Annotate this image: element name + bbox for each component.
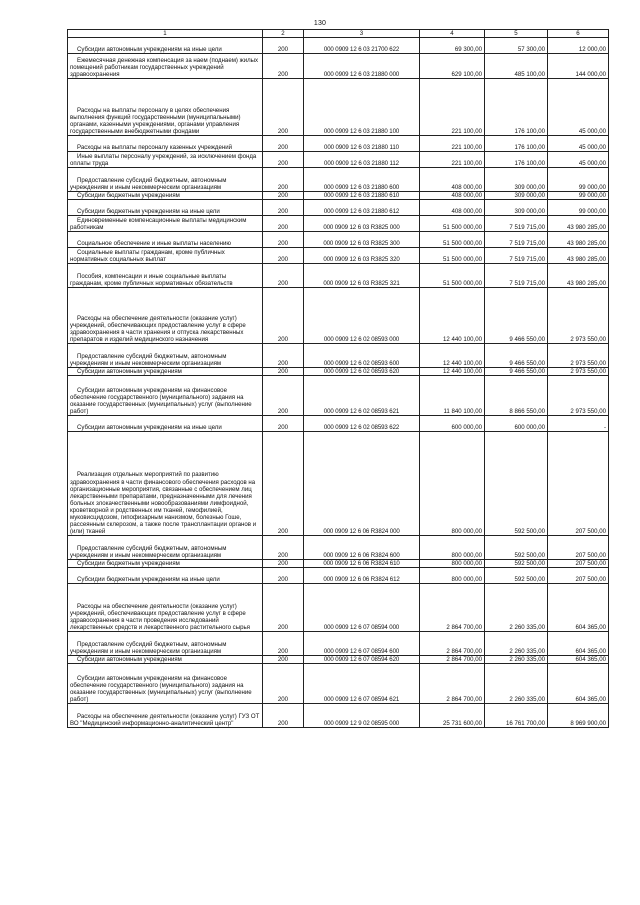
approved-amount: 408 000,00 [420,200,485,216]
executed-amount: 2 260 335,00 [485,664,548,704]
approved-amount: 12 440 100,00 [420,344,485,368]
row-label-text: Ежемесячная денежная компенсация за наем (поднаем) жилых помещений работникам государственных учреждений здравоохранения [70,56,259,78]
row-label [68,192,263,200]
table-row [68,200,609,216]
admin-code: 200 [263,704,304,728]
approved-amount: 800 000,00 [420,560,485,568]
admin-code: 200 [263,664,304,704]
row-label-text: Субсидии автономным учреждениям на финансовое обеспечение государственного (муниципального) задания на оказание государственных (муниципальных) услуг (выполнение работ) [70,675,252,704]
approved-amount: 2 864 700,00 [420,664,485,704]
row-label-text: Субсидии автономным учреждениям [77,656,182,664]
admin-code: 200 [263,152,304,168]
budget-classification-code: 000 0909 12 6 03 21880 000 [304,54,420,79]
table-row [68,704,609,728]
table-row [68,288,609,344]
table-body [68,38,609,728]
row-label [68,584,263,632]
budget-classification-code: 000 0909 12 6 07 08594 000 [304,584,420,632]
remaining-amount: - [548,416,609,432]
table-row [68,264,609,288]
table-row [68,416,609,432]
table-row [68,344,609,368]
executed-amount: 309 000,00 [485,168,548,192]
table-row [68,248,609,264]
table-row [68,152,609,168]
row-label-text: Расходы на обеспечение деятельности (оказание услуг) ГУЗ ОТ ВО "Медицинский информационно-аналитический центр" [70,713,260,728]
table-row [68,368,609,376]
row-label [68,432,263,536]
admin-code: 200 [263,568,304,584]
row-label [68,152,263,168]
row-label-text: Субсидии бюджетным учреждениям [77,560,180,568]
remaining-amount: 604 365,00 [548,656,609,664]
row-label-text: Социальные выплаты гражданам, кроме публичных нормативных социальных выплат [70,249,225,264]
budget-classification-code: 000 0909 12 6 07 08594 600 [304,632,420,656]
admin-code: 200 [263,376,304,416]
remaining-amount: 43 980 285,00 [548,264,609,288]
budget-classification-code: 000 0909 12 6 03 21880 610 [304,192,420,200]
row-label [68,288,263,344]
executed-amount: 2 260 335,00 [485,632,548,656]
admin-code: 200 [263,584,304,632]
approved-amount: 800 000,00 [420,536,485,560]
table-row [68,560,609,568]
row-label-text: Расходы на обеспечение деятельности (оказание услуг) учреждений, обеспечивающих предоставление услуг в сфере здравоохранения в части проведения исследований лекарственных средств и лекарственного растительного сырья [70,603,250,632]
budget-classification-code: 000 0909 12 6 07 08594 621 [304,664,420,704]
row-label-text: Субсидии автономным учреждениям на иные цели [77,424,222,432]
remaining-amount: 207 500,00 [548,432,609,536]
column-header: 6 [548,30,609,38]
budget-classification-code: 000 0909 12 6 03 21700 622 [304,38,420,54]
approved-amount: 51 500 000,00 [420,232,485,248]
approved-amount: 25 731 600,00 [420,704,485,728]
executed-amount: 2 260 335,00 [485,584,548,632]
executed-amount: 7 519 715,00 [485,232,548,248]
column-header: 3 [304,30,420,38]
budget-classification-code: 000 0909 12 6 03 21880 112 [304,152,420,168]
budget-classification-code: 000 0909 12 6 03 R3825 321 [304,264,420,288]
admin-code: 200 [263,248,304,264]
budget-classification-code: 000 0909 12 6 03 21880 612 [304,200,420,216]
budget-classification-code: 000 0909 12 6 02 08593 620 [304,368,420,376]
approved-amount: 69 300,00 [420,38,485,54]
admin-code: 200 [263,216,304,232]
budget-classification-code: 000 0909 12 6 02 08593 622 [304,416,420,432]
admin-code: 200 [263,136,304,152]
row-label [68,664,263,704]
admin-code: 200 [263,368,304,376]
approved-amount: 629 100,00 [420,54,485,79]
row-label-text: Субсидии бюджетным учреждениям на иные цели [77,208,220,216]
remaining-amount: 43 980 285,00 [548,232,609,248]
remaining-amount: 8 969 900,00 [548,704,609,728]
table-row [68,232,609,248]
executed-amount: 9 466 550,00 [485,288,548,344]
admin-code: 200 [263,264,304,288]
row-label [68,232,263,248]
table-header-row [68,30,609,38]
table-row [68,632,609,656]
budget-classification-code: 000 0909 12 6 03 21880 110 [304,136,420,152]
row-label [68,264,263,288]
executed-amount: 2 260 335,00 [485,656,548,664]
executed-amount: 7 519 715,00 [485,216,548,232]
admin-code: 200 [263,632,304,656]
table-row [68,54,609,79]
budget-classification-code: 000 0909 12 6 02 08593 600 [304,344,420,368]
table-row [68,536,609,560]
executed-amount: 592 500,00 [485,560,548,568]
column-header: 4 [420,30,485,38]
approved-amount: 51 500 000,00 [420,264,485,288]
remaining-amount: 2 973 550,00 [548,368,609,376]
table-row [68,432,609,536]
executed-amount: 592 500,00 [485,432,548,536]
table-row [68,168,609,192]
executed-amount: 176 100,00 [485,79,548,136]
table-row [68,216,609,232]
row-label-text: Расходы на выплаты персоналу в целях обеспечения выполнения функций государственными (муниципальными) органами, казенными учреждениями, органами управления государственными внебюджетными фондами [70,106,241,135]
column-header: 2 [263,30,304,38]
executed-amount: 8 866 550,00 [485,376,548,416]
executed-amount: 592 500,00 [485,568,548,584]
budget-classification-code: 000 0909 12 6 06 R3824 000 [304,432,420,536]
executed-amount: 592 500,00 [485,536,548,560]
remaining-amount: 12 000,00 [548,38,609,54]
remaining-amount: 99 000,00 [548,168,609,192]
row-label-text: Субсидии бюджетным учреждениям на иные цели [77,576,220,584]
row-label-text: Субсидии бюджетным учреждениям [77,192,180,200]
remaining-amount: 43 980 285,00 [548,216,609,232]
remaining-amount: 207 500,00 [548,536,609,560]
row-label-text: Предоставление субсидий бюджетным, автономным учреждениям и иным некоммерческим организациям [70,545,227,560]
row-label [68,536,263,560]
row-label-text: Субсидии автономным учреждениям на финансовое обеспечение государственного (муниципального) задания на оказание государственных (муниципальных) услуг (выполнение работ) [70,386,252,416]
admin-code: 200 [263,54,304,79]
row-label [68,376,263,416]
approved-amount: 11 840 100,00 [420,376,485,416]
row-label [68,632,263,656]
table-row [68,656,609,664]
row-label [68,368,263,376]
approved-amount: 221 100,00 [420,136,485,152]
approved-amount: 221 100,00 [420,79,485,136]
table-row [68,79,609,136]
table-row [68,568,609,584]
row-label [68,344,263,368]
admin-code: 200 [263,200,304,216]
row-label-text: Расходы на выплаты персоналу казенных учреждений [77,144,233,151]
approved-amount: 2 864 700,00 [420,656,485,664]
admin-code: 200 [263,168,304,192]
budget-classification-code: 000 0909 12 6 02 08593 621 [304,376,420,416]
approved-amount: 12 440 100,00 [420,368,485,376]
executed-amount: 9 466 550,00 [485,344,548,368]
budget-classification-code: 000 0909 12 6 03 21880 600 [304,168,420,192]
admin-code: 200 [263,432,304,536]
approved-amount: 51 500 000,00 [420,216,485,232]
executed-amount: 16 761 700,00 [485,704,548,728]
row-label-text: Расходы на обеспечение деятельности (оказание услуг) учреждений, обеспечивающих предоставление услуг в сфере здравоохранения в части хранения и отпуска лекарственных препаратов и изделий медицинского назначения [70,314,246,344]
row-label [68,560,263,568]
admin-code: 200 [263,79,304,136]
budget-classification-code: 000 0909 12 6 06 R3824 612 [304,568,420,584]
approved-amount: 221 100,00 [420,152,485,168]
remaining-amount: 45 000,00 [548,136,609,152]
remaining-amount: 2 973 550,00 [548,288,609,344]
approved-amount: 51 500 000,00 [420,248,485,264]
table-row [68,192,609,200]
executed-amount: 57 300,00 [485,38,548,54]
approved-amount: 2 864 700,00 [420,584,485,632]
column-header: 1 [68,30,263,38]
table-row [68,664,609,704]
row-label-text: Иные выплаты персоналу учреждений, за исключением фонда оплаты труда [70,152,257,167]
approved-amount: 12 440 100,00 [420,288,485,344]
row-label [68,136,263,152]
budget-classification-code: 000 0909 12 6 03 R3825 300 [304,232,420,248]
approved-amount: 800 000,00 [420,568,485,584]
executed-amount: 9 466 550,00 [485,368,548,376]
row-label-text: Социальное обеспечение и иные выплаты населению [77,240,231,248]
budget-classification-code: 000 0909 12 6 03 R3825 320 [304,248,420,264]
budget-classification-code: 000 0909 12 6 06 R3824 600 [304,536,420,560]
table-row [68,376,609,416]
row-label-text: Предоставление субсидий бюджетным, автономным учреждениям и иным некоммерческим организациям [70,176,227,191]
budget-table [67,29,609,728]
budget-classification-code: 000 0909 12 6 02 08593 000 [304,288,420,344]
remaining-amount: 45 000,00 [548,152,609,168]
row-label-text: Субсидии автономным учреждениям [77,368,182,376]
row-label [68,216,263,232]
admin-code: 200 [263,192,304,200]
admin-code: 200 [263,288,304,344]
admin-code: 200 [263,560,304,568]
row-label-text: Единовременные компенсационные выплаты медицинским работникам [70,217,247,232]
row-label [68,54,263,79]
executed-amount: 7 519 715,00 [485,248,548,264]
column-header: 5 [485,30,548,38]
executed-amount: 176 100,00 [485,136,548,152]
budget-classification-code: 000 0909 12 6 03 R3825 000 [304,216,420,232]
table-row [68,136,609,152]
budget-classification-code: 000 0909 12 6 07 08594 620 [304,656,420,664]
remaining-amount: 2 973 550,00 [548,376,609,416]
remaining-amount: 604 365,00 [548,632,609,656]
remaining-amount: 207 500,00 [548,568,609,584]
row-label [68,168,263,192]
approved-amount: 408 000,00 [420,192,485,200]
remaining-amount: 99 000,00 [548,192,609,200]
approved-amount: 800 000,00 [420,432,485,536]
remaining-amount: 144 000,00 [548,54,609,79]
approved-amount: 600 000,00 [420,416,485,432]
admin-code: 200 [263,38,304,54]
admin-code: 200 [263,656,304,664]
row-label [68,568,263,584]
executed-amount: 309 000,00 [485,192,548,200]
row-label [68,704,263,728]
table-row [68,38,609,54]
row-label [68,416,263,432]
budget-classification-code: 000 0909 12 6 03 21880 100 [304,79,420,136]
admin-code: 200 [263,536,304,560]
budget-classification-code: 000 0909 12 9 02 08595 000 [304,704,420,728]
row-label [68,79,263,136]
row-label [68,248,263,264]
row-label-text: Реализация отдельных мероприятий по развитию здравоохранения в части финансового обеспечения расходов на организационные мероприятия, связанные с обеспечением лиц лекарственными препаратами, предназначенными для лечения больных злокачественными новообразованиями лимфоидной, кроветворной и родственных им тканей, гемофилией, муковисцидозом, гипофизарным нанизмом, болезнью Гоше, рассеянным склерозом, а также после трансплантации органов и (или) тканей [70,471,257,536]
approved-amount: 408 000,00 [420,168,485,192]
executed-amount: 600 000,00 [485,416,548,432]
approved-amount: 2 864 700,00 [420,632,485,656]
remaining-amount: 604 365,00 [548,584,609,632]
admin-code: 200 [263,344,304,368]
row-label [68,656,263,664]
row-label [68,38,263,54]
remaining-amount: 604 365,00 [548,664,609,704]
table-row [68,584,609,632]
page-number: 130 [313,20,327,27]
remaining-amount: 43 980 285,00 [548,248,609,264]
row-label-text: Субсидии автономным учреждениям на иные цели [77,46,222,53]
remaining-amount: 99 000,00 [548,200,609,216]
executed-amount: 176 100,00 [485,152,548,168]
remaining-amount: 45 000,00 [548,79,609,136]
admin-code: 200 [263,416,304,432]
admin-code: 200 [263,232,304,248]
remaining-amount: 207 500,00 [548,560,609,568]
budget-classification-code: 000 0909 12 6 06 R3824 610 [304,560,420,568]
row-label [68,200,263,216]
remaining-amount: 2 973 550,00 [548,344,609,368]
executed-amount: 485 100,00 [485,54,548,79]
row-label-text: Предоставление субсидий бюджетным, автономным учреждениям и иным некоммерческим организациям [70,641,227,656]
executed-amount: 309 000,00 [485,200,548,216]
row-label-text: Пособия, компенсации и иные социальные выплаты гражданам, кроме публичных нормативных обязательств [70,273,233,288]
row-label-text: Предоставление субсидий бюджетным, автономным учреждениям и иным некоммерческим организациям [70,353,227,368]
executed-amount: 7 519 715,00 [485,264,548,288]
